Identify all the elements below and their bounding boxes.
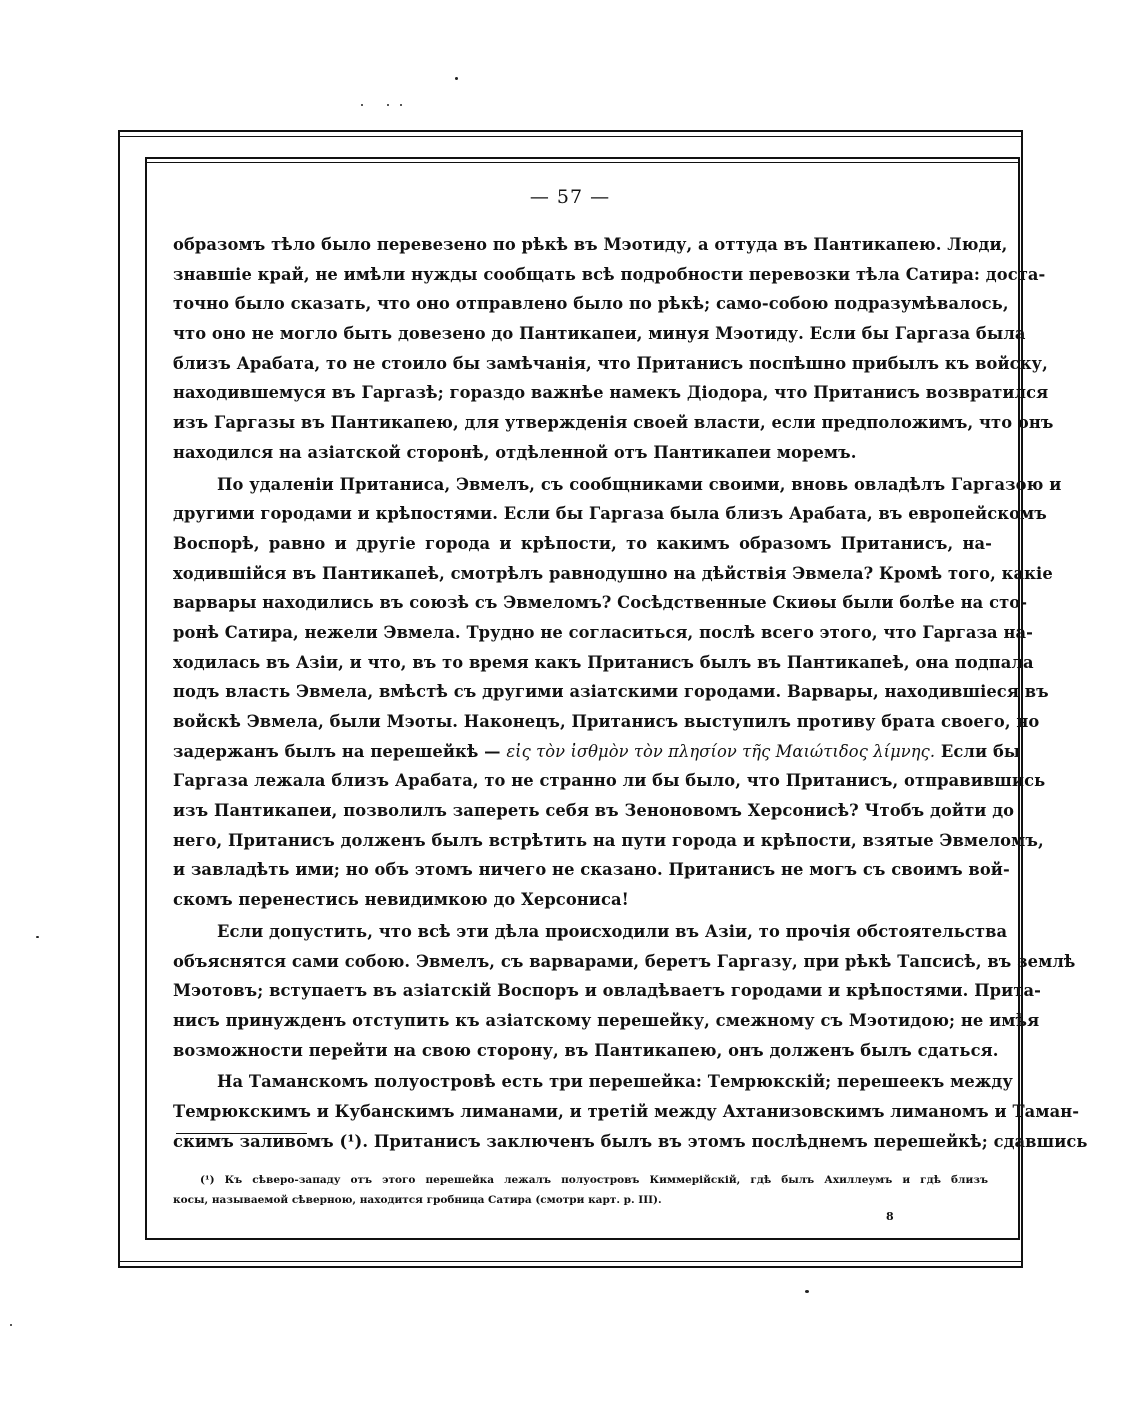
text-line: Воспорѣ, равно и другіе города и крѣпости, то какимъ образомъ Пританисъ, на- [173,533,992,553]
text-line: что оно не могло быть довезено до Пантикапеи, минуя Мэотиду. Если бы Гаргаза была [173,324,1026,344]
text-line: ронѣ Сатира, нежели Эвмела. Трудно не согласиться, послѣ всего этого, что Гаргаза на- [173,622,1033,642]
paragraph-4 [173,1067,1088,1156]
text-line: По удаленіи Пританиса, Эвмелъ, съ сообщниками своими, вновь овладѣлъ Гаргазою и [217,474,1062,494]
scan-speck [400,104,402,106]
text-line: знавшіе край, не имѣли нужды сообщать всѣ подробности перевозки тѣла Сатира: доста- [173,264,1046,284]
text-line: изъ Гаргазы въ Пантикапею, для утвержденія своей власти, если предположимъ, что онъ [173,413,1054,433]
text-line: нисъ принужденъ отступить къ азіатскому перешейку, смежному съ Мэотидою; не имѣя [173,1010,1040,1030]
footnote [173,1170,988,1210]
greek-quote-line [173,737,1021,767]
text-line: Если допустить, что всѣ эти дѣла происходили въ Азіи, то прочія обстоятельства [217,921,1008,941]
paragraph-1 [173,230,1054,468]
body-text [173,230,1088,1156]
greek-quotation: εἰς τὸν ἰσθμὸν τὸν πλησίον τῆς Μαιώτιδος λίμνης. [506,741,936,761]
text-line: находился на азіатской сторонѣ, отдѣленной отъ Пантикапеи моремъ. [173,442,857,462]
text-line: образомъ тѣло было перевезено по рѣкѣ въ Мэотиду, а оттуда въ Пантикапею. Люди, [173,235,1008,254]
signature-mark: 8 [886,1210,894,1223]
text-line: скомъ перенестись невидимкою до Херсониса! [173,890,629,910]
scan-speck [805,1290,809,1293]
scan-speck [361,104,363,106]
scan-speck [387,104,389,106]
text-line: находившемуся въ Гаргазѣ; гораздо важнѣе намекъ Діодора, что Пританисъ возвратился [173,383,1049,403]
text-line: объяснятся сами собою. Эвмелъ, съ варварами, беретъ Гаргазу, при рѣкѣ Тапсисѣ, въ землѣ [173,951,1076,971]
text-line: подъ власть Эвмела, вмѣстѣ съ другими азіатскими городами. Варвары, находившіеся въ [173,682,1049,702]
text-line: возможности перейти на свою сторону, въ Пантикапею, онъ долженъ былъ сдаться. [173,1040,999,1060]
paragraph-3 [173,917,1076,1065]
text-line: другими городами и крѣпостями. Если бы Гаргаза была близъ Арабата, въ европейскомъ [173,504,1047,524]
text-line: ходившійся въ Пантикапеѣ, смотрѣлъ равнодушно на дѣйствія Эвмела? Кромѣ того, какіе [173,563,1053,583]
footnote-rule [176,1133,307,1134]
line-tail: Если бы [940,741,1021,761]
paragraph-2 [173,470,1062,915]
text-line: Гаргаза лежала близъ Арабата, то не странно ли бы было, что Пританисъ, отправившись [173,771,1046,791]
page-number: — 57 — [529,186,611,208]
text-line: ходилась въ Азіи, и что, въ то время какъ Пританисъ былъ въ Пантикапеѣ, она подпала [173,652,1034,672]
text-line: и завладѣть ими; но объ этомъ ничего не сказано. Пританисъ не могъ съ своимъ вой- [173,860,1010,880]
text-line: войскѣ Эвмела, были Мэоты. Наконецъ, Пританисъ выступилъ противу брата своего, но [173,712,1040,731]
text-line: варвары находились въ союзѣ съ Эвмеломъ? Сосѣдственные Скиѳы были болѣе на сто- [173,593,1028,613]
text-line: него, Пританисъ долженъ былъ встрѣтить на пути города и крѣпости, взятые Эвмеломъ, [173,830,1044,850]
footnote-line: (¹) Къ сѣверо-западу отъ этого перешейка лежалъ полуостровъ Киммерійскій, гдѣ былъ Ахиллеумъ и гдѣ близъ [200,1174,988,1186]
text-line: На Таманскомъ полуостровѣ есть три перешейка: Темрюкскій; перешеекъ между [217,1072,1013,1092]
text-line: скимъ заливомъ (¹). Пританисъ заключенъ былъ въ этомъ послѣднемъ перешейкѣ; сдавшись [173,1131,1088,1151]
scan-speck [455,77,458,80]
scan-speck [36,936,39,938]
text-line: точно было сказать, что оно отправлено было по рѣкѣ; само-собою подразумѣвалось, [173,294,1009,314]
text-line: изъ Пантикапеи, позволилъ запереть себя въ Зеноновомъ Херсонисѣ? Чтобъ дойти до [173,801,1015,821]
text-line: близъ Арабата, то не стоило бы замѣчанія, что Пританисъ поспѣшно прибылъ къ войску, [173,353,1048,373]
footnote-line: косы, называемой сѣверною, находится гробница Сатира (смотри карт. р. III). [173,1194,662,1206]
text-line: Темрюкскимъ и Кубанскимъ лиманами, и третій между Ахтанизовскимъ лиманомъ и Таман- [173,1101,1080,1121]
scan-speck [10,1324,12,1326]
line-lead: задержанъ былъ на перешейкѣ — [173,741,501,761]
text-line: Мэотовъ; вступаетъ въ азіатскій Воспоръ и овладѣваетъ городами и крѣпостями. Прита- [173,981,1042,1001]
